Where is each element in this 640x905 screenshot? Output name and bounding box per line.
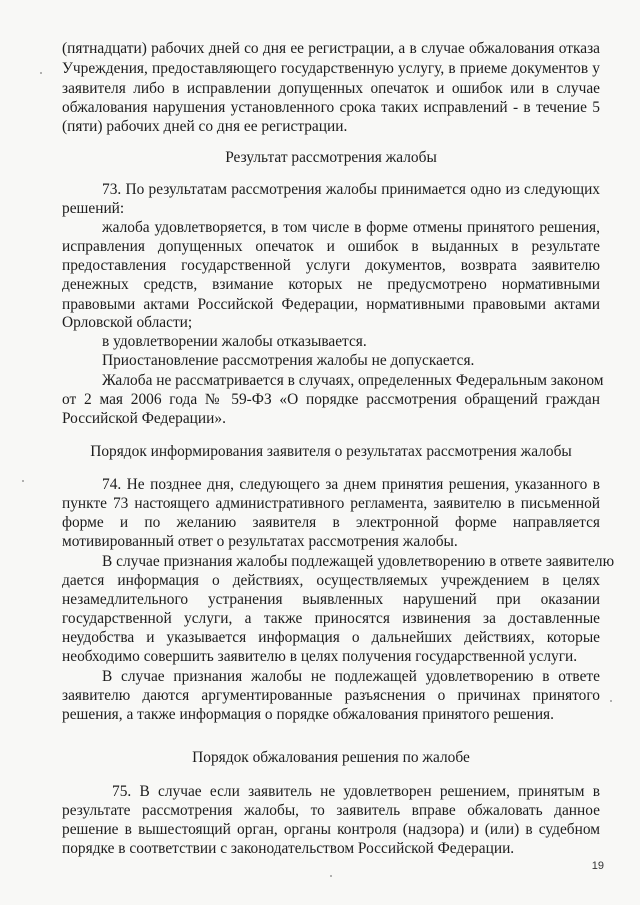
text-line: решений: bbox=[62, 200, 125, 217]
text-line: 73. По результатам рассмотрения жалобы принимается одно из следующих bbox=[102, 181, 600, 198]
section-heading: Результат рассмотрения жалобы bbox=[225, 149, 437, 166]
text-line: незамедлительного устранения выявленных нарушений при оказании bbox=[62, 591, 600, 608]
text-line: государственной услуги, а также приносятся извинения за доставленные bbox=[62, 610, 600, 627]
page-number: 19 bbox=[591, 860, 604, 872]
text-line: форме и по желанию заявителя в электронной форме направляется bbox=[62, 514, 600, 531]
text-line: 74. Не позднее дня, следующего за днем принятия решения, указанного в bbox=[102, 476, 600, 493]
scan-speck bbox=[40, 72, 42, 74]
text-line: от 2 мая 2006 года № 59-ФЗ «О порядке рассмотрения обращений граждан bbox=[62, 391, 600, 408]
text-line: решение в вышестоящий орган, органы контроля (надзора) и (или) в судебном bbox=[62, 821, 600, 838]
text-line: предоставления государственной услуги документов, возврата заявителю bbox=[62, 257, 600, 274]
text-line: денежных средств, взимание которых не предусмотрено нормативными bbox=[62, 276, 600, 293]
scan-speck bbox=[610, 700, 612, 702]
section-heading: Порядок информирования заявителя о результатах рассмотрения жалобы bbox=[90, 443, 572, 460]
text-line: исправления допущенных опечаток и ошибок в выданных в результате bbox=[62, 238, 600, 255]
text-line: неудобства и указывается информация о дальнейших действиях, которые bbox=[62, 629, 600, 646]
text-line: заявителя либо в исправлении допущенных опечаток и ошибок или в случае bbox=[62, 80, 600, 97]
text-line: Приостановление рассмотрения жалобы не допускается. bbox=[102, 352, 475, 369]
text-line: порядке в соответствии с законодательством Российской Федерации. bbox=[62, 840, 515, 857]
text-line: (пятнадцати) рабочих дней со дня ее регистрации, а в случае обжалования отказа bbox=[62, 40, 600, 57]
text-line: дается информация о действиях, осуществляемых учреждением в целях bbox=[62, 572, 600, 589]
text-line: правовыми актами Российской Федерации, нормативными правовыми актами bbox=[62, 296, 600, 313]
scan-speck bbox=[330, 875, 332, 877]
text-line: Жалоба не рассматривается в случаях, определенных Федеральным законом bbox=[102, 372, 604, 389]
text-line: мотивированный ответ о результатах рассмотрения жалобы. bbox=[62, 533, 458, 550]
text-line: обжалования нарушения установленного срока таких исправлений - в течение 5 bbox=[62, 99, 600, 116]
text-line: в удовлетворении жалобы отказывается. bbox=[102, 333, 367, 350]
scan-speck bbox=[22, 480, 24, 482]
text-line: жалоба удовлетворяется, в том числе в форме отмены принятого решения, bbox=[102, 219, 600, 236]
text-line: 75. В случае если заявитель не удовлетворен решением, принятым в bbox=[112, 783, 600, 800]
section-heading: Порядок обжалования решения по жалобе bbox=[192, 749, 470, 766]
text-line: Российской Федерации». bbox=[62, 410, 226, 427]
text-line: необходимо совершить заявителю в целях получения государственной услуги. bbox=[62, 648, 578, 665]
text-line: пункте 73 настоящего административного регламента, заявителю в письменной bbox=[62, 495, 600, 512]
text-line: Орловской области; bbox=[62, 314, 193, 331]
text-line: результате рассмотрения жалобы, то заявитель вправе обжаловать данное bbox=[62, 802, 600, 819]
text-line: В случае признания жалобы не подлежащей удовлетворению в ответе bbox=[102, 668, 600, 685]
text-line: заявителю даются аргументированные разъяснения о причинах принятого bbox=[62, 687, 600, 704]
text-line: Учреждения, предоставляющего государственную услугу, в приеме документов у bbox=[62, 60, 600, 77]
text-line: решения, а также информация о порядке обжалования принятого решения. bbox=[62, 706, 554, 723]
text-line: (пяти) рабочих дней со дня ее регистрации. bbox=[62, 118, 348, 135]
text-line: В случае признания жалобы подлежащей удовлетворению в ответе заявителю bbox=[102, 553, 615, 570]
